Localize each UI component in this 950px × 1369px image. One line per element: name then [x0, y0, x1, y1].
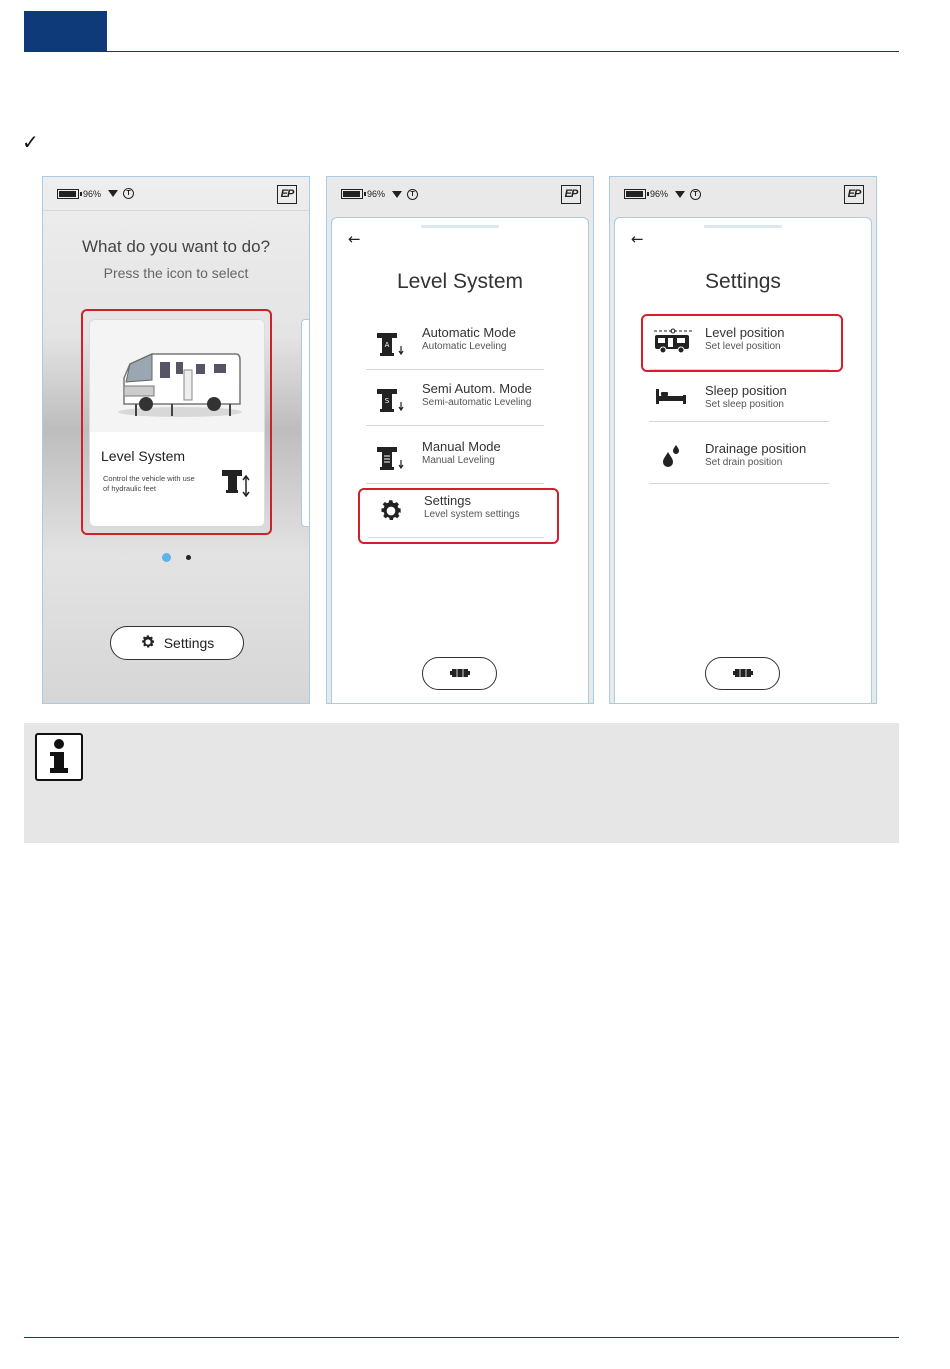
- item-subtitle: Level system settings: [424, 509, 520, 520]
- camper-icon: [450, 665, 470, 683]
- page-indicator-active[interactable]: [162, 553, 171, 562]
- page-title: Level System: [396, 270, 524, 293]
- instruction-text: Press the icon to select: [103, 265, 249, 281]
- bed-icon: [655, 387, 687, 410]
- drag-handle[interactable]: [421, 225, 499, 228]
- svg-text:S: S: [384, 397, 390, 405]
- battery-level: 96%: [83, 188, 102, 199]
- item-subtitle: Set sleep position: [705, 399, 784, 410]
- item-subtitle: Automatic Leveling: [422, 341, 507, 352]
- header-brand-block: [24, 11, 107, 52]
- menu-item-semi-autom-mode[interactable]: [366, 378, 544, 426]
- header-rule: [24, 51, 899, 52]
- info-icon: [35, 733, 83, 781]
- ep-logo: EP: [561, 185, 581, 204]
- info-note-box: [24, 723, 899, 843]
- battery-level: 96%: [367, 189, 386, 199]
- home-pill-button[interactable]: [705, 657, 780, 690]
- camper-icon: [733, 665, 753, 683]
- item-title: Manual Mode: [422, 439, 501, 454]
- battery-icon: [57, 189, 79, 199]
- settings-button-label: Settings: [163, 635, 215, 651]
- page-title: Settings: [705, 270, 781, 293]
- highlight-frame: [641, 314, 843, 372]
- settings-screen: [609, 176, 877, 704]
- highlight-frame: [81, 309, 272, 535]
- wifi-icon: [108, 190, 118, 197]
- card-title: Level System: [101, 448, 186, 464]
- bluetooth-icon: T: [407, 189, 418, 200]
- page-indicator[interactable]: [186, 555, 191, 560]
- home-screen: [42, 176, 310, 704]
- level-system-screen: [326, 176, 594, 704]
- item-title: Automatic Mode: [422, 325, 516, 340]
- menu-item-sleep-position[interactable]: [649, 380, 829, 422]
- next-card-peek[interactable]: [301, 319, 309, 527]
- gear-icon: [140, 634, 156, 653]
- level-system-panel: [331, 217, 589, 703]
- ep-logo: EP: [277, 185, 297, 204]
- battery-icon: [341, 189, 363, 199]
- settings-panel: [614, 217, 872, 703]
- battery-level: 96%: [650, 189, 669, 199]
- status-bar: [610, 177, 876, 211]
- item-title: Settings: [424, 493, 471, 508]
- item-title: Sleep position: [705, 383, 787, 398]
- item-subtitle: Manual Leveling: [422, 455, 495, 466]
- bluetooth-icon: T: [690, 189, 701, 200]
- settings-button[interactable]: [110, 626, 244, 660]
- drops-icon: [661, 444, 683, 473]
- hydraulic-foot-s-icon: [376, 388, 406, 419]
- item-title: Level position: [705, 325, 785, 340]
- check-icon: ✓: [22, 130, 39, 154]
- status-bar: [43, 177, 309, 211]
- menu-item-automatic-mode[interactable]: [366, 322, 544, 370]
- back-arrow-icon[interactable]: ←: [631, 230, 644, 248]
- item-title: Drainage position: [705, 441, 807, 456]
- wifi-icon: [675, 191, 685, 198]
- question-heading: What do you want to do?: [81, 237, 271, 256]
- svg-text:A: A: [384, 341, 390, 349]
- card-description: Control the vehicle with use of hydraulic feet: [103, 474, 195, 493]
- battery-icon: [624, 189, 646, 199]
- menu-item-drainage-position[interactable]: [649, 438, 829, 484]
- item-title: Semi Autom. Mode: [422, 381, 532, 396]
- bluetooth-icon: T: [123, 188, 134, 199]
- item-subtitle: Set level position: [705, 341, 781, 352]
- item-subtitle: Semi-automatic Leveling: [422, 397, 532, 408]
- status-bar: [327, 177, 593, 211]
- back-arrow-icon[interactable]: ←: [348, 230, 361, 248]
- wifi-icon: [392, 191, 402, 198]
- hydraulic-foot-m-icon: [376, 446, 406, 477]
- highlight-frame: [358, 488, 559, 544]
- home-pill-button[interactable]: [422, 657, 497, 690]
- ep-logo: EP: [844, 185, 864, 204]
- footer-rule: [24, 1337, 899, 1338]
- item-subtitle: Set drain position: [705, 457, 783, 468]
- menu-item-manual-mode[interactable]: [366, 436, 544, 484]
- drag-handle[interactable]: [704, 225, 782, 228]
- hydraulic-foot-a-icon: [376, 332, 406, 363]
